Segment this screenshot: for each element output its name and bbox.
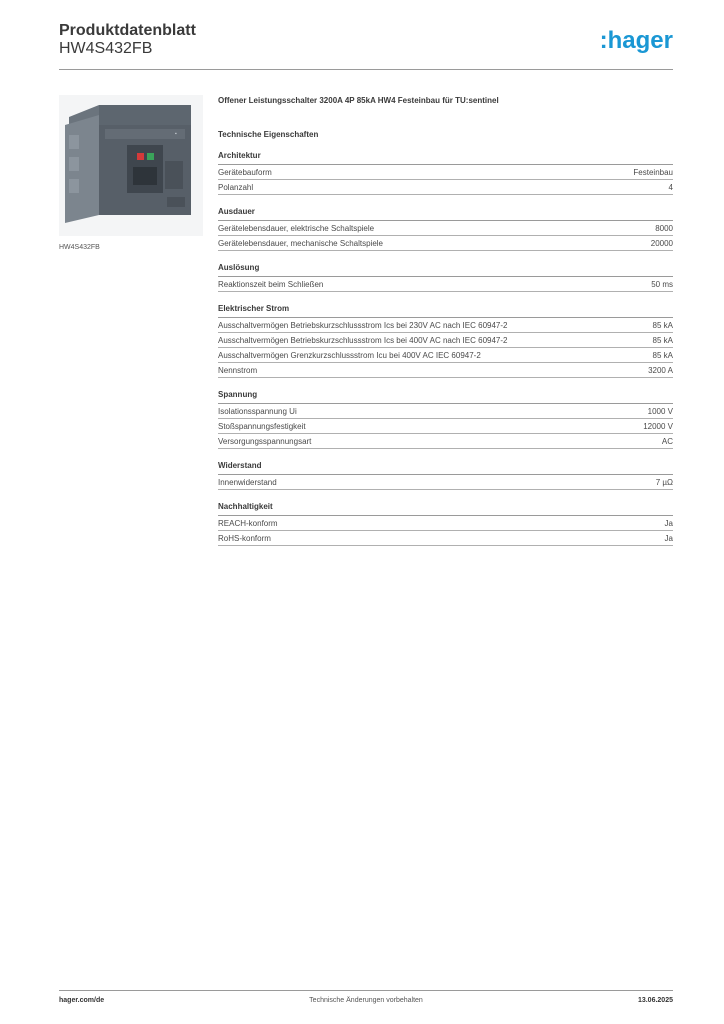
group-title: Auslösung — [218, 263, 673, 277]
property-name: RoHS-konform — [218, 533, 271, 543]
property-row — [218, 404, 673, 419]
property-value: 8000 — [655, 223, 673, 233]
group-title: Widerstand — [218, 461, 673, 475]
property-value: 85 kA — [652, 320, 673, 330]
property-value: 3200 A — [648, 365, 673, 375]
property-value: 85 kA — [652, 335, 673, 345]
property-name: Gerätelebensdauer, mechanische Schaltspiele — [218, 238, 383, 248]
property-value: Festeinbau — [633, 167, 673, 177]
document-title: Produktdatenblatt — [59, 22, 196, 39]
property-name: Reaktionszeit beim Schließen — [218, 279, 324, 289]
footer-divider — [59, 990, 673, 991]
property-name: Isolationsspannung Ui — [218, 406, 297, 416]
footer-disclaimer: Technische Änderungen vorbehalten — [309, 997, 423, 1004]
product-image — [59, 95, 203, 236]
property-value: 50 ms — [651, 279, 673, 289]
footer-date: 13.06.2025 — [637, 997, 673, 1004]
property-group — [218, 263, 673, 292]
property-row — [218, 221, 673, 236]
property-name: Ausschaltvermögen Betriebskurzschlussstrom Ics bei 400V AC nach IEC 60947-2 — [218, 335, 508, 345]
property-group — [218, 151, 673, 195]
property-row — [218, 516, 673, 531]
property-row — [218, 318, 673, 333]
property-row — [218, 277, 673, 292]
product-description: Offener Leistungsschalter 3200A 4P 85kA HW4 Festeinbau für TU:sentinel — [218, 96, 499, 105]
property-value: 20000 — [650, 238, 673, 248]
group-title: Architektur — [218, 151, 673, 165]
property-row — [218, 475, 673, 490]
property-row — [218, 419, 673, 434]
image-caption: HW4S432FB — [59, 244, 100, 251]
property-value: 1000 V — [647, 406, 673, 416]
group-title: Nachhaltigkeit — [218, 502, 673, 516]
group-title: Ausdauer — [218, 207, 673, 221]
product-code: HW4S432FB — [59, 40, 153, 57]
header-divider — [59, 69, 673, 70]
property-name: Ausschaltvermögen Grenzkurzschlussstrom Icu bei 400V AC IEC 60947-2 — [218, 350, 481, 360]
hager-logo — [593, 26, 673, 54]
property-row — [218, 363, 673, 378]
property-value: 7 µΩ — [655, 477, 673, 487]
property-group — [218, 390, 673, 449]
property-row — [218, 180, 673, 195]
property-group — [218, 502, 673, 546]
group-title: Spannung — [218, 390, 673, 404]
svg-text:▪: ▪ — [175, 131, 177, 137]
property-groups — [218, 151, 673, 546]
property-name: Versorgungsspannungsart — [218, 436, 312, 446]
property-value: AC — [661, 436, 673, 446]
section-title: Technische Eigenschaften — [218, 130, 319, 139]
property-value: 12000 V — [643, 421, 673, 431]
property-row — [218, 333, 673, 348]
property-group — [218, 304, 673, 378]
property-row — [218, 236, 673, 251]
property-row — [218, 165, 673, 180]
property-name: Polanzahl — [218, 182, 254, 192]
product-specs — [218, 96, 673, 546]
property-name: Ausschaltvermögen Betriebskurzschlussstrom Ics bei 230V AC nach IEC 60947-2 — [218, 320, 508, 330]
footer-website[interactable]: hager.com/de — [59, 997, 105, 1004]
logo-text: :hager — [599, 27, 673, 54]
property-name: REACH-konform — [218, 518, 278, 528]
property-name: Innenwiderstand — [218, 477, 277, 487]
property-value: 85 kA — [652, 350, 673, 360]
property-value: Ja — [664, 533, 673, 543]
property-name: Gerätelebensdauer, elektrische Schaltspiele — [218, 223, 375, 233]
property-row — [218, 531, 673, 546]
property-group — [218, 461, 673, 490]
page-header — [59, 22, 673, 70]
property-row — [218, 434, 673, 449]
property-name: Gerätebauform — [218, 167, 272, 177]
property-row — [218, 348, 673, 363]
circuit-breaker-illustration — [59, 95, 203, 236]
property-name: Stoßspannungsfestigkeit — [218, 421, 306, 431]
group-title: Elektrischer Strom — [218, 304, 673, 318]
property-value: 4 — [668, 182, 673, 192]
property-name: Nennstrom — [218, 365, 258, 375]
property-group — [218, 207, 673, 251]
property-value: Ja — [664, 518, 673, 528]
